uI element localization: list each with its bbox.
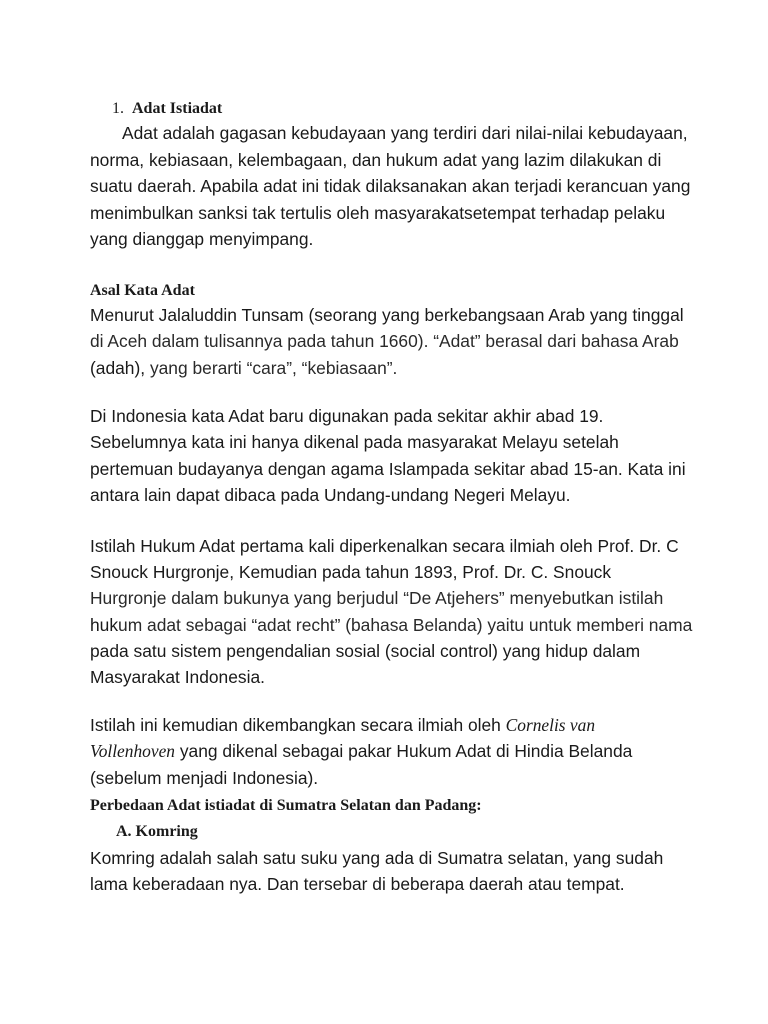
- section-title: Adat Istiadat: [132, 100, 223, 117]
- paragraph-line: yang dianggap menyimpang.: [90, 229, 314, 249]
- subsection-subtitle: A. Komring: [116, 823, 198, 840]
- paragraph-line: menimbulkan sanksi tak tertulis oleh masyarakatsetempat terhadap pelaku: [90, 203, 666, 223]
- paragraph-line: [90, 357, 397, 379]
- paragraph-line: suatu daerah. Apabila adat ini tidak dilaksanakan akan terjadi kerancuan yang: [90, 176, 691, 196]
- paragraph-line: Komring adalah salah satu suku yang ada di Sumatra selatan, yang sudah: [90, 848, 664, 868]
- paragraph-line: antara lain dapat dibaca pada Undang-undang Negeri Melayu.: [90, 485, 571, 505]
- list-number: 1.: [112, 100, 124, 117]
- paragraph-line: di Aceh dalam tulisannya pada tahun 1660). “Adat” berasal dari bahasa Arab: [90, 331, 679, 351]
- paragraph-line: [90, 714, 595, 736]
- author-name: Vollenhoven: [90, 741, 175, 761]
- section-heading: [112, 98, 222, 120]
- arabic-term: (adah),: [90, 358, 146, 378]
- paragraph-line: norma, kebiasaan, kelembagaan, dan hukum adat yang lazim dilakukan di: [90, 150, 662, 170]
- subsection-title: Asal Kata Adat: [90, 282, 195, 299]
- paragraph-line: Snouck Hurgronje, Kemudian pada tahun 1893, Prof. Dr. C. Snouck: [90, 562, 612, 582]
- paragraph-text: huk: [90, 615, 119, 635]
- paragraph-line: pertemuan budayanya dengan agama Islampada sekitar abad 15-an. Kata ini: [90, 459, 686, 479]
- paragraph-line: (sebelum menjadi Indonesia).: [90, 768, 319, 788]
- paragraph-line: Masyarakat Indonesia.: [90, 667, 265, 687]
- paragraph-text: um adat sebagai “adat recht” (bahasa Belanda) yaitu untuk memberi nama: [118, 615, 693, 635]
- paragraph-line: Sebelumnya kata ini hanya dikenal pada masyarakat Melayu setelah: [90, 432, 619, 452]
- subsection-title: Perbedaan Adat istiadat di Sumatra Selatan dan Padang:: [90, 797, 482, 814]
- paragraph-line: Istilah Hukum Adat pertama kali diperkenalkan secara ilmiah oleh Prof. Dr. C: [90, 536, 679, 556]
- paragraph-line: lama keberadaan nya. Dan tersebar di beberapa daerah atau tempat.: [90, 874, 625, 894]
- paragraph-text: yang berarti “cara”, “kebiasaan”.: [145, 358, 398, 378]
- paragraph-line: [90, 614, 692, 636]
- paragraph-line: Hurgronje dalam bukunya yang berjudul “De Atjehers” menyebutkan istilah: [90, 588, 664, 608]
- paragraph-text: Istilah ini kemudian dikembangkan secara ilmiah oleh: [90, 715, 506, 735]
- paragraph-line: pada satu sistem pengendalian sosial (social control) yang hidup dalam: [90, 641, 641, 661]
- paragraph-line: Menurut Jalaluddin Tunsam (seorang yang berkebangsaan Arab yang tinggal: [90, 305, 684, 325]
- paragraph-line: Di Indonesia kata Adat baru digunakan pada sekitar akhir abad 19.: [90, 406, 604, 426]
- author-name: Cornelis van: [505, 715, 596, 735]
- paragraph-line: Adat adalah gagasan kebudayaan yang terdiri dari nilai-nilai kebudayaan,: [122, 123, 688, 143]
- paragraph-line: [90, 740, 632, 762]
- paragraph-text: yang dikenal sebagai pakar Hukum Adat di Hindia Belanda: [175, 741, 633, 761]
